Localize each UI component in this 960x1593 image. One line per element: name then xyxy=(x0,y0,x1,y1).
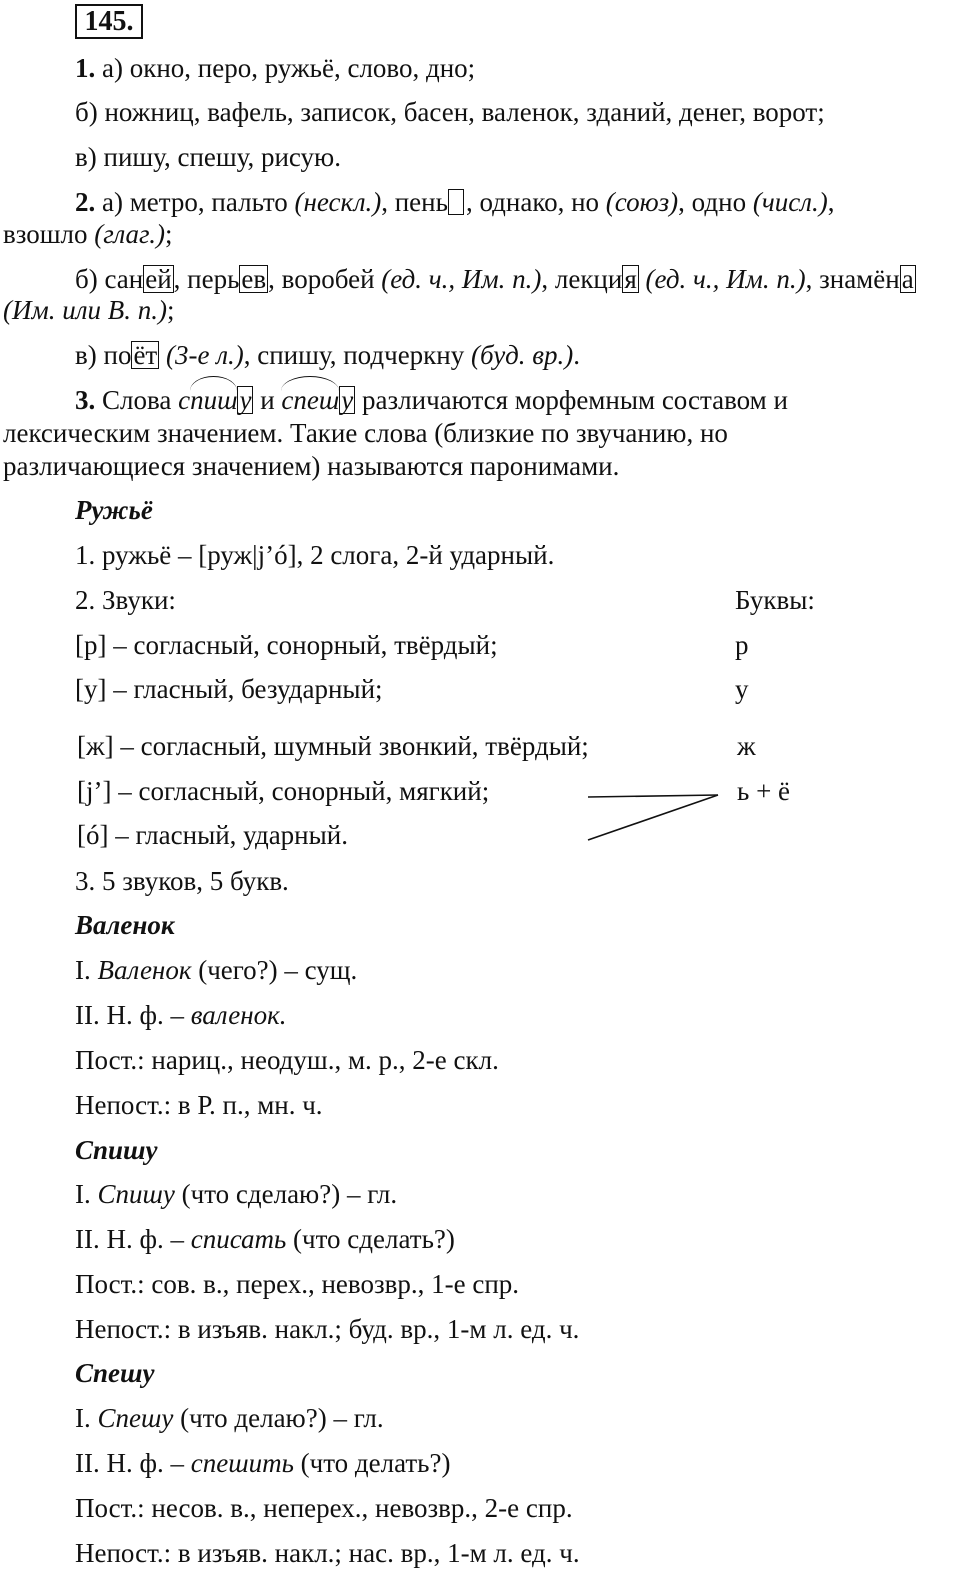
note: (союз) xyxy=(605,187,679,217)
spishu-line-4: Непост.: в изъяв. накл.; буд. вр., 1-м л. ед. ч. xyxy=(75,1314,580,1344)
sound-row: [j’] – согласный, сонорный, мягкий; xyxy=(77,776,490,806)
spishu-heading: Спишу xyxy=(75,1135,158,1165)
speshu-line-1 xyxy=(75,1402,384,1434)
text: I. xyxy=(75,1403,98,1433)
sound-row: [р] – согласный, сонорный, твёрдый; xyxy=(75,630,498,660)
part3-line-2: лексическим значением. Такие слова (близкие по звучанию, но xyxy=(3,418,728,448)
sound-row: [у] – гласный, безударный; xyxy=(75,674,383,704)
text: взошло xyxy=(3,219,95,249)
text: , одно xyxy=(678,187,753,217)
speshu-line-4: Непост.: в изъяв. накл.; нас. вр., 1-м л. ед. ч. xyxy=(75,1538,580,1568)
word: Спишу xyxy=(97,1179,175,1209)
text: , спишу, подчеркну xyxy=(243,340,471,370)
word: спешить xyxy=(190,1448,294,1478)
text: (что делаю?) – гл. xyxy=(173,1403,384,1433)
exercise-number: 145. xyxy=(75,4,143,39)
sounds-label: 2. Звуки: xyxy=(75,585,176,615)
text: , однако, но xyxy=(465,187,606,217)
text: , xyxy=(827,187,835,217)
note: (глаг.) xyxy=(94,219,165,249)
ending-box: а xyxy=(901,264,914,294)
text: , знамён xyxy=(805,264,900,294)
note: (ед. ч., Им. п.) xyxy=(645,264,806,294)
sound-row: [ó] – гласный, ударный. xyxy=(77,820,348,850)
text: II. Н. ф. – xyxy=(75,1224,191,1254)
note: (3-е л.) xyxy=(166,340,244,370)
text: I. xyxy=(75,955,98,985)
letter-cell: ж xyxy=(737,731,756,761)
link-line xyxy=(588,795,718,840)
valenok-line-2 xyxy=(75,999,286,1031)
ending-box: ев xyxy=(241,264,267,294)
part3-label: 3. xyxy=(75,385,96,415)
ending-box: я xyxy=(624,264,637,294)
note: (числ.) xyxy=(752,187,828,217)
note: (Им. или В. п.) xyxy=(3,295,167,325)
note: (ед. ч., Им. п.) xyxy=(381,264,542,294)
note: (нескл.) xyxy=(294,187,382,217)
text: в) по xyxy=(75,340,132,370)
root-arc: спеш xyxy=(281,385,340,415)
valenok-line-1 xyxy=(75,954,357,986)
text: ; xyxy=(166,295,175,325)
text: I. xyxy=(75,1179,98,1209)
speshu-line-2 xyxy=(75,1447,450,1479)
text: , воробей xyxy=(268,264,382,294)
ending-box: у xyxy=(341,385,354,415)
spishu-line-2 xyxy=(75,1223,455,1255)
word: Валенок xyxy=(97,955,192,985)
part3-line-3: различающиеся значением) называются паронимами. xyxy=(3,451,620,481)
word: списать xyxy=(190,1224,287,1254)
text: (что сделаю?) – гл. xyxy=(174,1179,398,1209)
ending-box: ей xyxy=(145,264,172,294)
text: . xyxy=(573,340,580,370)
word: валенок. xyxy=(190,1000,287,1030)
text: б) сан xyxy=(75,264,144,294)
text: Слова xyxy=(95,385,179,415)
ending-box: ёт xyxy=(133,340,158,370)
text: , лекци xyxy=(541,264,623,294)
part1-line-b: б) ножниц, вафель, записок, басен, валенок, зданий, денег, ворот; xyxy=(75,97,825,127)
text: (что делать?) xyxy=(293,1448,451,1478)
text: различаются морфемным составом и xyxy=(355,385,788,415)
spishu-line-3: Пост.: сов. в., перех., невозвр., 1-е спр. xyxy=(75,1269,520,1299)
text: и xyxy=(253,385,282,415)
text: II. Н. ф. – xyxy=(75,1000,191,1030)
part2-label: 2. xyxy=(75,187,96,217)
root-arc: пиш xyxy=(190,385,238,415)
valenok-line-3: Пост.: нариц., неодуш., м. р., 2-е скл. xyxy=(75,1045,499,1075)
text: (что сделать?) xyxy=(286,1224,455,1254)
link-line xyxy=(588,795,718,797)
text: , перь xyxy=(173,264,240,294)
ruzhyo-syllables: 1. ружьё – [руж|j’ó], 2 слога, 2-й ударный. xyxy=(75,540,555,570)
text: ; xyxy=(164,219,173,249)
text: а) метро, пальто xyxy=(102,187,295,217)
letter-cell: р xyxy=(735,630,749,660)
part1-label: 1. xyxy=(75,53,96,83)
valenok-heading: Валенок xyxy=(75,910,175,940)
spishu-line-1 xyxy=(75,1178,397,1210)
note: (буд. вр.) xyxy=(471,340,574,370)
letter-cell: ь + ё xyxy=(737,776,791,806)
letters-label: Буквы: xyxy=(735,585,815,615)
sound-row: [ж] – согласный, шумный звонкий, твёрдый; xyxy=(77,731,589,761)
text: II. Н. ф. – xyxy=(75,1448,191,1478)
part1-a-text: а) окно, перо, ружьё, слово, дно; xyxy=(102,53,476,83)
ruzhyo-count: 3. 5 звуков, 5 букв. xyxy=(75,866,289,896)
word: Спешу xyxy=(97,1403,174,1433)
part1-line-c: в) пишу, спешу, рисую. xyxy=(75,142,341,172)
ruzhyo-heading: Ружьё xyxy=(75,495,153,525)
prefix: с xyxy=(178,385,191,415)
text: (чего?) – сущ. xyxy=(191,955,358,985)
valenok-line-4: Непост.: в Р. п., мн. ч. xyxy=(75,1090,323,1120)
letter-cell: у xyxy=(735,674,749,704)
text: , пень xyxy=(381,187,448,217)
speshu-heading: Спешу xyxy=(75,1358,155,1388)
ending-box: у xyxy=(239,385,252,415)
speshu-line-3: Пост.: несов. в., неперех., невозвр., 2-е спр. xyxy=(75,1493,573,1523)
